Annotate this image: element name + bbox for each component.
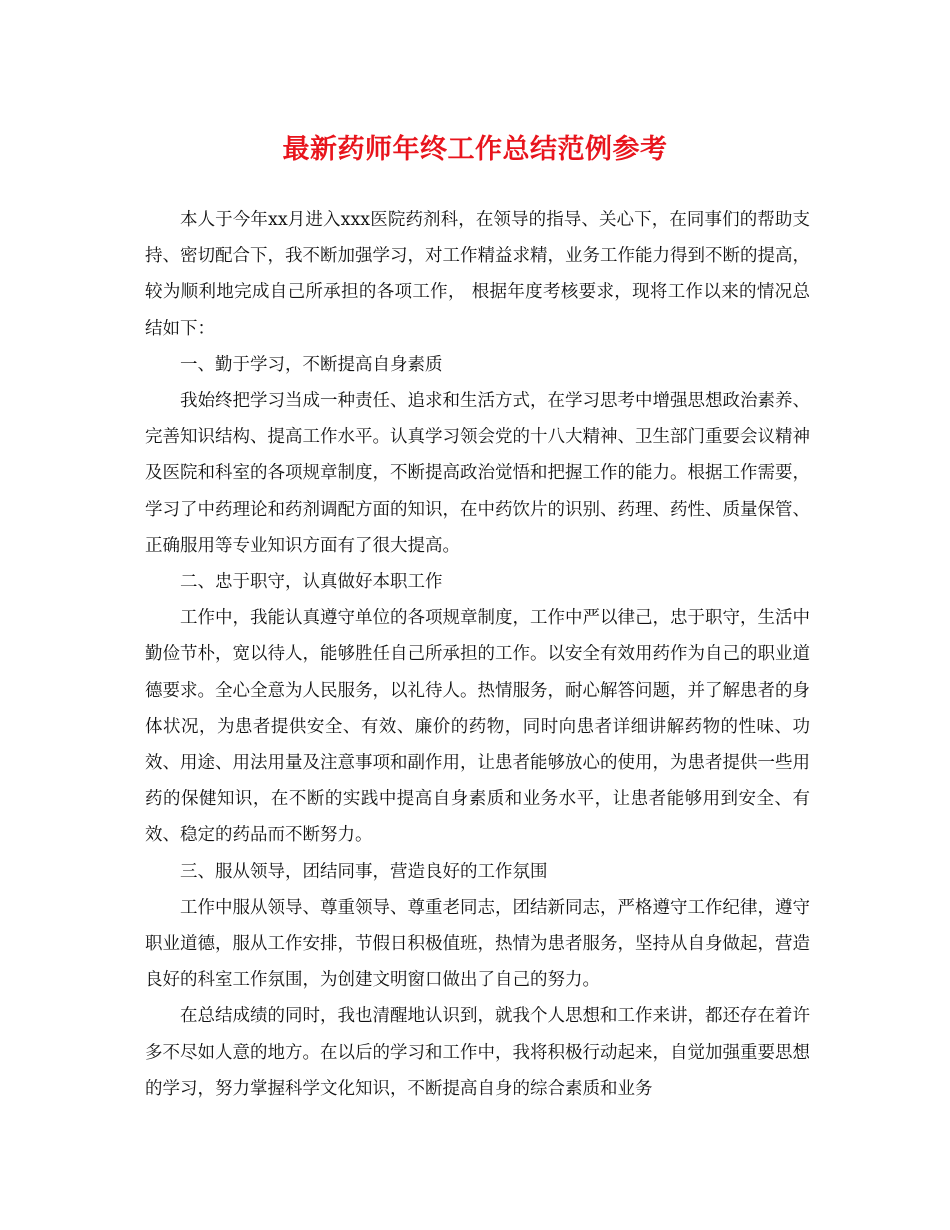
section-heading-2: 二、忠于职守，认真做好本职工作: [180, 572, 443, 593]
paragraph-section-1: 我始终把学习当成一种责任、追求和生活方式，在学习思考中增强思想政治素养、完善知识结构、提高工作水平。认真学习领会党的十八大精神、卫生部门重要会议精神及医院和科室的各项规章制度，不断提高政治觉悟和把握工作的能力。根据工作需要，学习了中药理论和药剂调配方面的知识，在中药饮片的识别、药理、药性、质量保管、正确服用等专业知识方面有了很大提高。: [145, 391, 810, 556]
paragraph-section-3: 工作中服从领导、尊重领导、尊重老同志，团结新同志，严格遵守工作纪律，遵守职业道德，服从工作安排，节假日积极值班，热情为患者服务，坚持从自身做起，营造良好的科室工作氛围，为创建文明窗口做出了自己的努力。: [145, 897, 810, 991]
paragraph-section-2: 工作中，我能认真遵守单位的各项规章制度，工作中严以律己，忠于职守，生活中勤俭节朴，宽以待人，能够胜任自己所承担的工作。以安全有效用药作为自己的职业道德要求。全心全意为人民服务，以礼待人。热情服务，耐心解答问题，并了解患者的身体状况，为患者提供安全、有效、廉价的药物，同时向患者详细讲解药物的性味、功效、用途、用法用量及注意事项和副作用，让患者能够放心的使用，为患者提供一些用药的保健知识，在不断的实践中提高自身素质和业务水平，让患者能够用到安全、有效、稳定的药品而不断努力。: [145, 608, 810, 846]
paragraph-intro: 本人于今年xx月进入xxx医院药剂科，在领导的指导、关心下，在同事们的帮助支持、密切配合下，我不断加强学习，对工作精益求精，业务工作能力得到不断的提高，较为顺利地完成自己所承担的各项工作， 根据年度考核要求，现将工作以来的情况总结如下：: [145, 210, 810, 339]
section-heading-3: 三、服从领导，团结同事，营造良好的工作氛围: [180, 861, 548, 882]
document-title: 最新药师年终工作总结范例参考: [282, 134, 668, 165]
document-body: [145, 202, 810, 1107]
paragraph-conclusion: 在总结成绩的同时，我也清醒地认识到，就我个人思想和工作来讲，都还存在着许多不尽如人意的地方。在以后的学习和工作中，我将积极行动起来，自觉加强重要思想的学习，努力掌握科学文化知识，不断提高自身的综合素质和业务: [145, 1006, 810, 1099]
section-heading-1: 一、勤于学习，不断提高自身素质: [180, 354, 443, 375]
